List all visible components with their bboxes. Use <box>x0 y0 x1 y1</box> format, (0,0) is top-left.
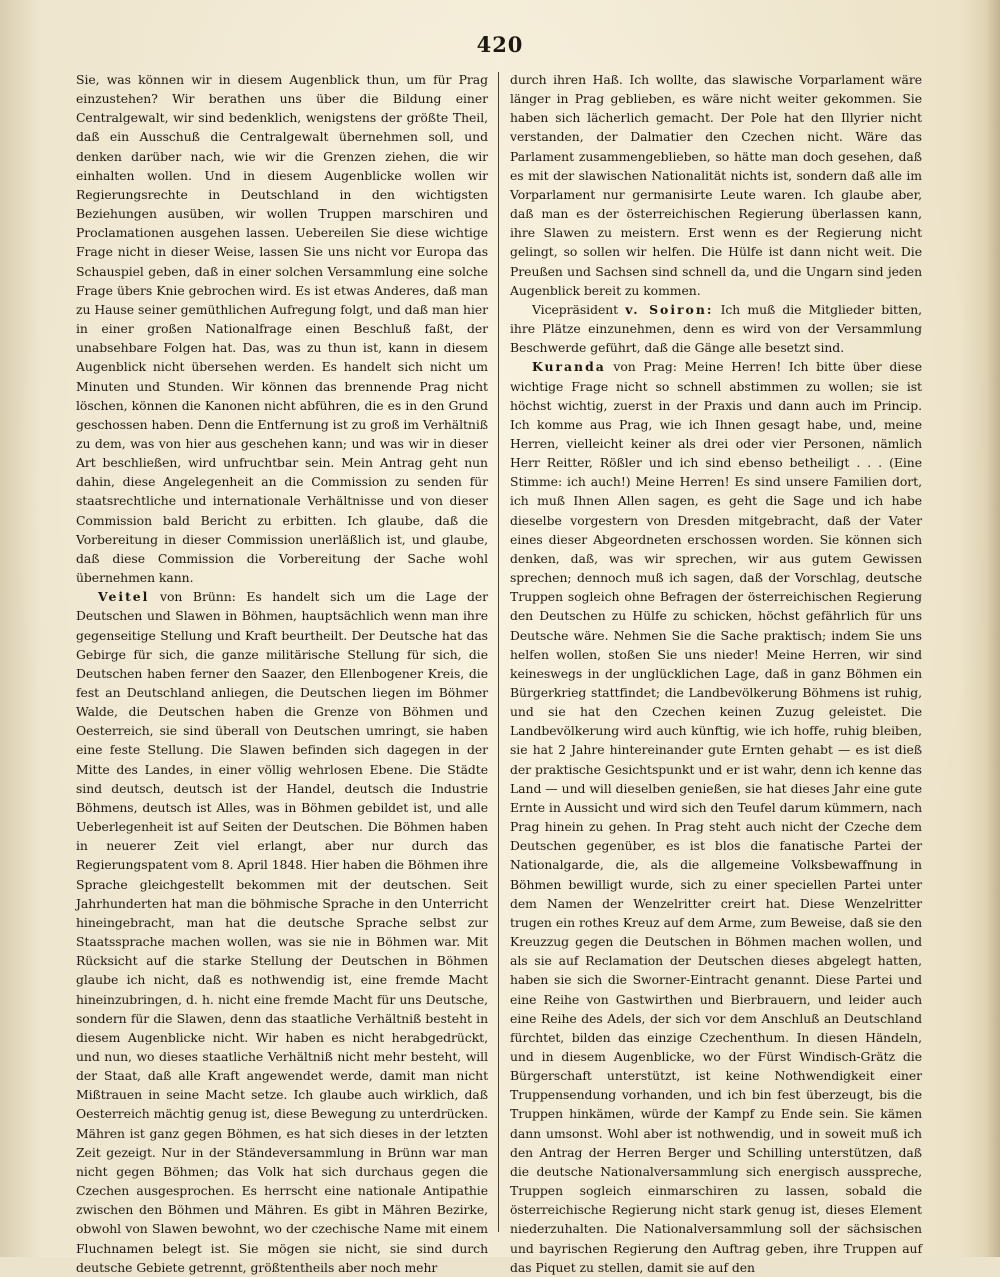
paragraph <box>76 587 488 1277</box>
paragraph-text: Ich muß die Mitglieder bitten, ihre Plätze einzunehmen, denn es wird von der Versammlung Beschwerde geführt, daß die Gänge alle besetzt sind. <box>510 301 923 356</box>
page-number: 420 <box>476 32 524 57</box>
speaker-name: v. Soiron: <box>625 301 714 317</box>
column-divider <box>498 72 499 1232</box>
paragraph <box>510 300 922 357</box>
paragraph <box>510 357 922 1277</box>
speaker-name: Veitel <box>98 589 150 605</box>
paragraph-text: durch ihren Haß. Ich wollte, das slawische Vorparlament wäre länger in Prag geblieben, es wäre nicht weiter gekommen. Sie haben sich lächerlich gemacht. Der Pole hat den Illyrier nicht verstanden, der Dalmatier den Czechen nicht. Wäre das Parlament zusammengeblieben, so hätte man doch gesehen, daß es mit der slawischen Nationalität nichts ist, sondern daß alle im Vorparlament nur germanisirte Leute waren. Ich glaube aber, daß man es der österreichischen Regierung überlassen kann, ihre Slawen zu meistern. Erst wenn es der Regierung nicht gelingt, so sollen wir helfen. Die Hülfe ist dann nicht weit. Die Preußen und Sachsen sind schnell da, und die Ungarn sind jeden Augenblick bereit zu kommen. <box>510 72 922 298</box>
page-edge-shadow <box>986 0 1000 1257</box>
paragraph <box>510 70 922 300</box>
speaker-name: Kuranda <box>532 359 606 375</box>
right-column <box>510 70 923 1275</box>
paragraph-text: Sie, was können wir in diesem Augenblick thun, um für Prag einzustehen? Wir berathen uns über die Bildung einer Centralgewalt, wir sind bedenklich, wenigstens der größte Theil, daß ein Ausschuß die Centralgewalt übernehmen soll, und denken darüber nach, wie wir die Grenzen ziehen, die wir einhalten wollen. Und in diesem Augenblicke wollen wir Regierungsrechte in Deutschland in den wichtigsten Beziehungen ausüben, wir wollen Truppen marschiren und Proclamationen ausgehen lassen. Uebereilen Sie diese wichtige Frage nicht in dieser Weise, lassen Sie uns nicht vor Europa das Schauspiel geben, daß in einer solchen Versammlung eine solche Frage übers Knie gebrochen wird. Es ist etwas Anderes, daß man zu Hause seiner gemüthlichen Aufregung folgt, und daß man hier in einer großen Nationalfrage einen Beschluß faßt, der unabsehbare Folgen hat. Das, was zu thun ist, kann in diesem Augenblick nicht übersehen werden. Es handelt sich nicht um Minuten und Stunden. Wir können das brennende Prag nicht löschen, können die Kanonen nicht abführen, die es in den Grund geschossen haben. Denn die Entfernung ist zu groß im Verhältniß zu dem, was von hier aus geschehen kann; und was wir in dieser Art beschließen, wird unfruchtbar sein. Mein Antrag geht nun dahin, diese Angelegenheit an die Commission zu senden für staatsrechtliche und internationale Verhältnisse und von dieser Commission bald Bericht zu erbitten. Ich glaube, daß die Vorbereitung in dieser Commission unerläßlich ist, und glaube, daß diese Commission die Vorbereitung der Sache wohl übernehmen kann. <box>76 72 488 586</box>
speaker-title: Vicepräsident <box>532 301 619 317</box>
paragraph <box>76 70 488 587</box>
left-column <box>76 70 489 1275</box>
paragraph-text: von Prag: Meine Herren! Ich bitte über diese wichtige Frage nicht so schnell abstimmen zu wollen; sie ist höchst wichtig, zuerst in der Praxis und dann auch im Princip. Ich komme aus Prag, wie ich Ihnen gesagt habe, und, meine Herren, vielleicht keiner als drei oder vier Personen, nämlich Herr Reitter, Rößler und ich sind ebenso betheiligt . . . (Eine Stimme: ich auch!) Meine Herren! Es sind unsere Familien dort, ich muß Ihnen Allen sagen, es geht die Sage und ich habe dieselbe vorgestern von Dresden mitgebracht, daß der Vater eines dieser Abgeordneten erschossen worden. Sie können sich denken, daß, was wir sprechen, wir aus gutem Gewissen sprechen; dennoch muß ich sagen, daß der Vorschlag, deutsche Truppen sogleich ohne Befragen der österreichischen Regierung den Deutschen zu Hülfe zu schicken, höchst gefährlich für uns Deutsche wäre. Nehmen Sie die Sache praktisch; indem Sie uns helfen wollen, stoßen Sie uns nieder! Meine Herren, wir sind keineswegs in der unglücklichen Lage, daß in ganz Böhmen ein Bürgerkrieg stattfindet; die Landbevölkerung Böhmens ist ruhig, und sie hat den Czechen keinen Zuzug geleistet. Die Landbevölkerung wird auch künftig, wie ich hoffe, ruhig bleiben, sie hat 2 Jahre hintereinander gute Ernten gehabt — es ist dieß der praktische Gesichtspunkt und er ist wahr, denn ich kenne das Land — und will dieselben genießen, sie hat dieses Jahr eine gute Ernte in Aussicht und wird sich den Teufel darum kümmern, nach Prag hinein zu gehen. In Prag steht auch nicht der Czeche dem Deutschen gegenüber, es ist blos die fanatische Partei der Nationalgarde, die, als die allgemeine Volksbewaffnung in Böhmen bewilligt wurde, sich zu einer speciellen Partei unter dem Namen der Wenzelritter creirt hat. Diese Wenzelritter trugen ein rothes Kreuz auf dem Arme, zum Beweise, daß sie den Kreuzzug gegen die Deutschen in Böhmen machen wollen, und als sie auf Reclamation der Deutschen dieses abgelegt hatten, haben sie sich die Sworner-Eintracht genannt. Diese Partei und eine Reihe von Gastwirthen und Bierbrauern, und leider auch eine Reihe des Adels, der sich vor dem Anschluß an Deutschland fürchtet, bilden das einzige Czechenthum. In diesen Händeln, und in diesem Augenblicke, wo der Fürst Windisch-Grätz die Bürgerschaft unterstützt, ist keine Nothwendigkeit einer Truppensendung vorhanden, und ich bin fest überzeugt, bis die Truppen hinkämen, würde der Kampf zu Ende sein. Sie kämen dann umsonst. Wohl aber ist nothwendig, und in soweit muß ich den Antrag der Herren Berger und Schilling unterstützen, daß die deutsche Nationalversammlung sich energisch ausspreche, Truppen sogleich einmarschiren zu lassen, sobald die österreichische Regierung nicht stark genug ist, dieses Element niederzuhalten. Die Nationalversammlung soll der sächsischen und bayrischen Regierung den Auftrag geben, ihre Truppen auf das Piquet zu stellen, damit sie auf den <box>510 359 922 1275</box>
paragraph-text: von Brünn: Es handelt sich um die Lage der Deutschen und Slawen in Böhmen, hauptsächlich wenn man ihre gegenseitige Stellung und Kraft beurtheilt. Der Deutsche hat das Gebirge für sich, die ganze militärische Stellung für sich, die Deutschen haben ferner den Saazer, den Ellenbogener Kreis, die fest an Deutschland anliegen, die Deutschen liegen im Böhmer Walde, die Deutschen haben die Grenze von Böhmen und Oesterreich, sie sind überall von Deutschen umringt, sie haben eine feste Stellung. Die Slawen befinden sich dagegen in der Mitte des Landes, in einer völlig wehrlosen Ebene. Die Städte sind deutsch, deutsch ist der Handel, deutsch die Industrie Böhmens, deutsch ist Alles, was in Böhmen gebildet ist, und alle Ueberlegenheit ist auf Seiten der Deutschen. Die Böhmen haben in neuerer Zeit viel erlangt, aber nur durch das Regierungspatent vom 8. April 1848. Hier haben die Böhmen ihre Sprache gleichgestellt bekommen mit der deutschen. Seit Jahrhunderten hat man die böhmische Sprache in den Unterricht hineingebracht, man hat die deutsche Sprache selbst zur Staatssprache machen wollen, was sie nie in Böhmen war. Mit Rücksicht auf die starke Stellung der Deutschen in Böhmen glaube ich nicht, daß es nothwendig ist, eine fremde Macht hineinzubringen, d. h. nicht eine fremde Macht für uns Deutsche, sondern für die Slawen, denn das staatliche Verhältniß besteht in diesem Augenblicke nicht. Wir haben es nicht herabgedrückt, und nun, wo dieses staatliche Verhältniß nicht mehr besteht, will der Staat, daß alle Kraft angewendet werde, damit man nicht Mißtrauen in seine Macht setze. Ich glaube auch wirklich, daß Oesterreich mächtig genug ist, diese Bewegung zu unterdrücken. Mähren ist ganz gegen Böhmen, es hat sich dieses in der letzten Zeit gezeigt. Nur in der Ständeversammlung in Brünn war man nicht gegen Böhmen; das Volk hat sich durchaus gegen die Czechen ausgesprochen. Es herrscht eine nationale Antipathie zwischen den Böhmen und Mähren. Es gibt in Mähren Bezirke, obwohl von Slawen bewohnt, wo der czechische Name mit einem Fluchnamen belegt ist. Sie mögen sie nicht, sie sind durch deutsche Gebiete getrennt, größtentheils aber noch mehr <box>76 589 489 1275</box>
